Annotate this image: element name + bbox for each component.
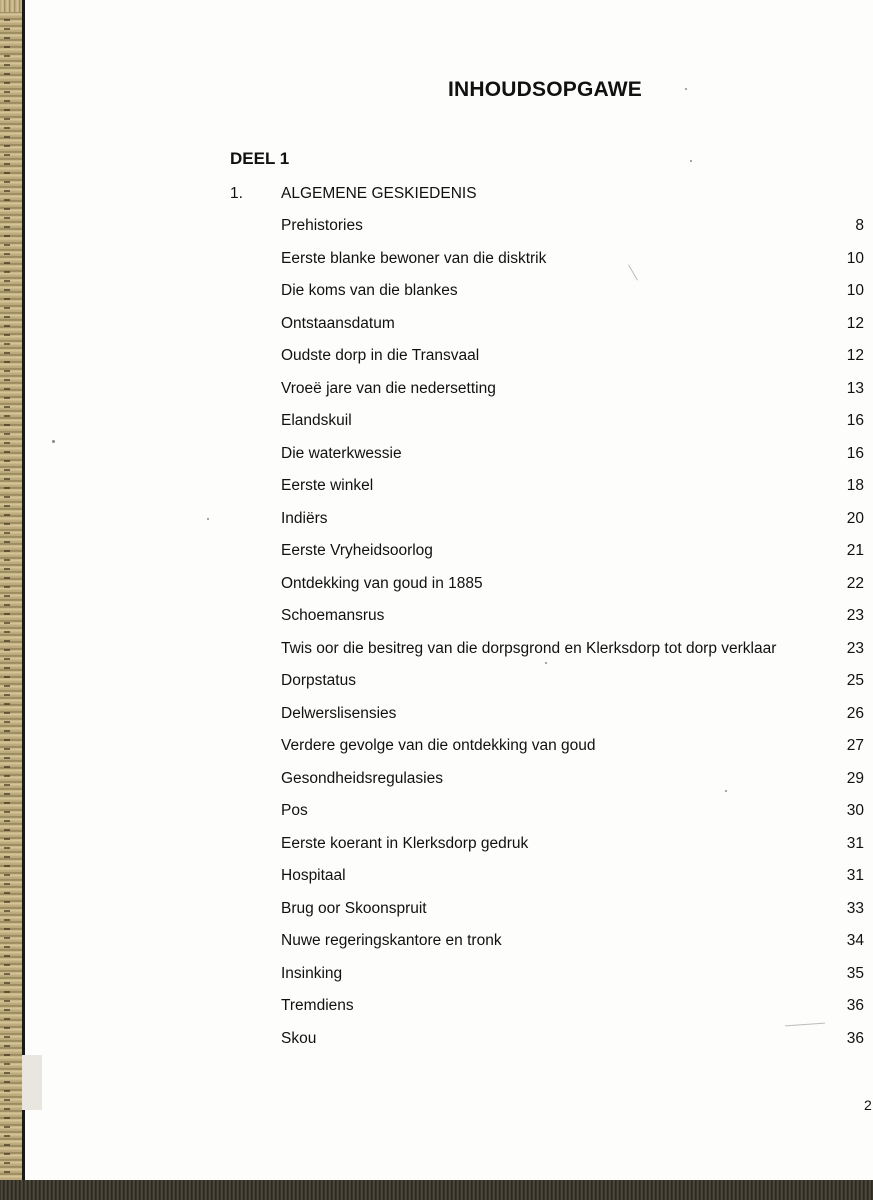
toc-entry <box>281 737 864 770</box>
toc-entry-title: Die koms van die blankes <box>281 282 458 299</box>
toc-entry-title: Gesondheidsregulasies <box>281 769 443 787</box>
scan-speck <box>690 160 692 162</box>
toc-entry-title: Indiërs <box>281 509 328 527</box>
toc-entry-title: Oudste dorp in die Transvaal <box>281 347 480 364</box>
toc-entry-title: Die waterkwessie <box>281 444 402 462</box>
toc-entry-page: 21 <box>846 542 864 559</box>
toc-entry-page: 31 <box>846 867 864 884</box>
toc-entry-page: 22 <box>846 574 864 592</box>
toc-entry-title: Dorpstatus <box>281 672 356 689</box>
toc-entry <box>281 282 864 315</box>
toc-entry-page: 36 <box>846 1029 864 1047</box>
toc-entry-title: Hospitaal <box>281 867 346 884</box>
toc-entry-page: 20 <box>846 509 864 527</box>
scan-speck <box>52 440 55 443</box>
toc-entry <box>281 445 864 478</box>
toc-entry-title: Insinking <box>281 964 343 982</box>
toc-entry-title: Skou <box>281 1029 317 1047</box>
toc-entry-page: 35 <box>846 964 864 982</box>
toc-entry <box>281 380 864 413</box>
toc-entry-page: 30 <box>846 802 864 819</box>
toc-entry-title: Brug oor Skoonspruit <box>281 899 427 917</box>
toc-entry-title: Schoemansrus <box>281 607 385 624</box>
section-number: 1. <box>230 185 243 202</box>
toc-entry-title: Ontstaansdatum <box>281 314 395 332</box>
section-title: ALGEMENE GESKIEDENIS <box>281 185 477 202</box>
toc-entry <box>281 932 864 965</box>
toc-entry-page: 31 <box>846 834 864 852</box>
toc-entry-page: 16 <box>846 412 864 429</box>
toc-entry-page: 34 <box>846 932 864 949</box>
toc-entry-title: Tremdiens <box>281 997 354 1014</box>
toc-entry-page: 25 <box>846 672 864 689</box>
toc-entry <box>281 802 864 835</box>
toc-entry-page: 33 <box>846 899 864 917</box>
toc-entry-title: Eerste blanke bewoner van die disktrik <box>281 249 547 267</box>
toc-entry-page: 16 <box>846 444 864 462</box>
scan-speck <box>545 662 547 664</box>
toc-entry-page: 10 <box>846 282 864 299</box>
toc-entry-title: Delwerslisensies <box>281 704 397 722</box>
toc-entry <box>281 315 864 348</box>
toc-entry-title: Eerste winkel <box>281 477 374 494</box>
toc-entry-page: 8 <box>855 217 864 234</box>
toc-entry-page: 29 <box>846 769 864 787</box>
toc-entry-page: 13 <box>846 379 864 397</box>
scan-speck <box>685 88 687 90</box>
toc-entry-page: 23 <box>846 639 864 657</box>
toc-entry-title: Prehistories <box>281 217 363 234</box>
toc-entry-title: Twis oor die besitreg van die dorpsgrond en Klerksdorp tot dorp verklaar <box>281 639 777 657</box>
toc-entry-page: 23 <box>846 607 864 624</box>
toc-entry-title: Verdere gevolge van die ontdekking van goud <box>281 737 596 754</box>
toc-entry <box>281 347 864 380</box>
toc-entry-title: Ontdekking van goud in 1885 <box>281 574 483 592</box>
toc-entry-title: Elandskuil <box>281 412 352 429</box>
table-of-contents <box>281 217 864 1062</box>
toc-entry <box>281 705 864 738</box>
toc-entry <box>281 412 864 445</box>
toc-entry-page: 18 <box>846 477 864 494</box>
toc-entry-title: Eerste Vryheidsoorlog <box>281 542 433 559</box>
toc-entry <box>281 770 864 803</box>
toc-entry <box>281 1030 864 1063</box>
toc-entry <box>281 510 864 543</box>
toc-entry <box>281 672 864 705</box>
toc-entry <box>281 900 864 933</box>
toc-entry-page: 36 <box>846 997 864 1014</box>
toc-entry <box>281 997 864 1030</box>
toc-entry <box>281 867 864 900</box>
toc-entry <box>281 217 864 250</box>
toc-entry-page: 26 <box>846 704 864 722</box>
toc-entry <box>281 835 864 868</box>
toc-entry-page: 27 <box>846 737 864 754</box>
toc-entry <box>281 542 864 575</box>
scan-speck <box>207 518 209 520</box>
toc-entry <box>281 477 864 510</box>
toc-entry-title: Nuwe regeringskantore en tronk <box>281 932 502 949</box>
toc-entry-title: Pos <box>281 802 308 819</box>
toc-entry <box>281 640 864 673</box>
toc-entry <box>281 965 864 998</box>
part-heading: DEEL 1 <box>230 149 290 168</box>
toc-entry <box>281 250 864 283</box>
toc-entry-page: 12 <box>846 347 864 364</box>
toc-entry-title: Eerste koerant in Klerksdorp gedruk <box>281 834 529 852</box>
page-title: INHOUDSOPGAWE <box>448 78 642 101</box>
toc-entry-title: Vroeë jare van die nedersetting <box>281 379 496 397</box>
scan-speck <box>725 790 727 792</box>
toc-entry <box>281 607 864 640</box>
toc-entry-page: 10 <box>846 249 864 267</box>
toc-entry-page: 12 <box>846 314 864 332</box>
toc-entry <box>281 575 864 608</box>
page-number: 2 <box>864 1097 872 1113</box>
